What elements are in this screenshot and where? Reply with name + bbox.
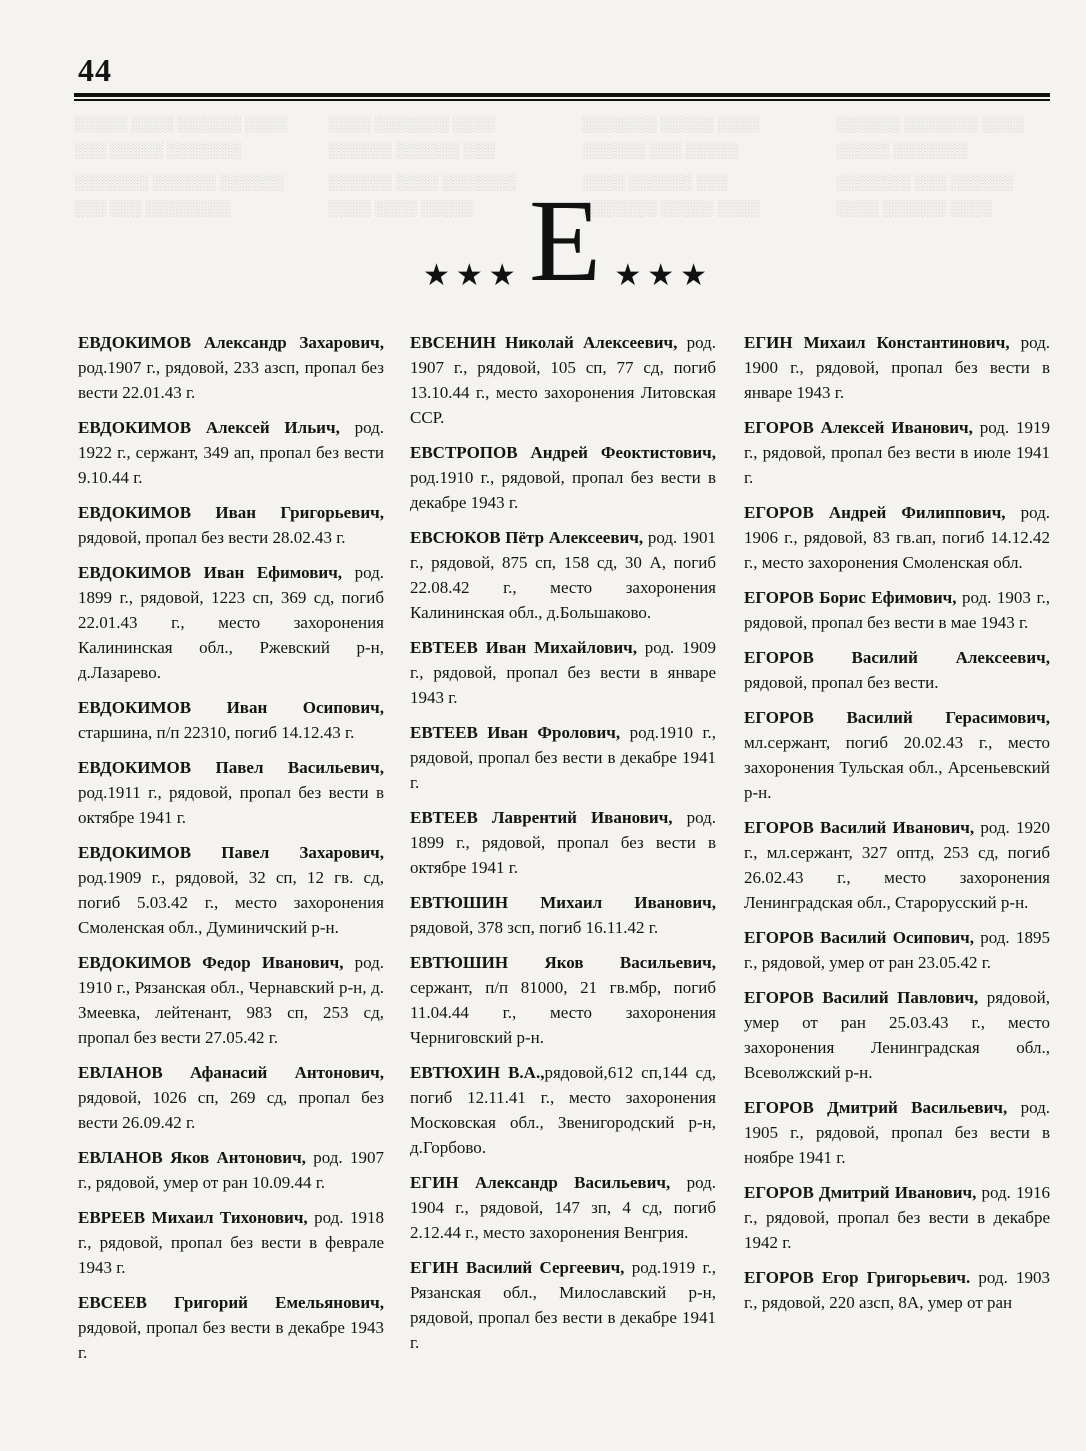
entry-details: род. 1903 г., рядовой, пропал без вести в мае 1943 г. bbox=[744, 588, 1050, 632]
entry-name: ЕВДОКИМОВ Александр Захарович, bbox=[78, 333, 384, 352]
list-item bbox=[78, 1290, 384, 1365]
list-item bbox=[78, 560, 384, 685]
list-item bbox=[78, 755, 384, 830]
column-2 bbox=[410, 330, 716, 1365]
entry-details: рядовой, пропал без вести. bbox=[744, 673, 939, 692]
list-item bbox=[78, 950, 384, 1050]
entry-name: ЕГОРОВ Дмитрий Иванович, bbox=[744, 1183, 977, 1202]
entry-name: ЕВТЮХИН В.А., bbox=[410, 1063, 545, 1082]
entry-name: ЕГОРОВ Василий Герасимович, bbox=[744, 708, 1050, 727]
list-item bbox=[410, 440, 716, 515]
entry-name: ЕВДОКИМОВ Иван Григорьевич, bbox=[78, 503, 384, 522]
entry-details: рядовой, пропал без вести в декабре 1943 г. bbox=[78, 1318, 384, 1362]
entry-name: ЕГИН Александр Васильевич, bbox=[410, 1173, 671, 1192]
entry-details: род. 1922 г., сержант, 349 ап, пропал без вести 9.10.44 г. bbox=[78, 418, 384, 487]
entry-name: ЕГОРОВ Борис Ефимович, bbox=[744, 588, 957, 607]
entry-name: ЕВДОКИМОВ Иван Ефимович, bbox=[78, 563, 343, 582]
entry-name: ЕВСЕЕВ Григорий Емельянович, bbox=[78, 1293, 384, 1312]
entry-details: род. 1907 г., рядовой, умер от ран 10.09.44 г. bbox=[78, 1148, 384, 1192]
entry-name: ЕВСЕНИН Николай Алексеевич, bbox=[410, 333, 678, 352]
entry-details: род. 1910 г., Рязанская обл., Чернавский р-н, д. Змеевка, лейтенант, 983 сп, 253 сд, пропал без вести 27.05.42 г. bbox=[78, 953, 384, 1047]
entry-details: рядовой, умер от ран 25.03.43 г., место захоронения Ленинградская обл., Всеволжский р-н. bbox=[744, 988, 1050, 1082]
list-item bbox=[410, 635, 716, 710]
list-item bbox=[410, 890, 716, 940]
entry-details: рядовой, 378 зсп, погиб 16.11.42 г. bbox=[410, 918, 659, 937]
list-item bbox=[744, 705, 1050, 805]
entry-name: ЕВРЕЕВ Михаил Тихонович, bbox=[78, 1208, 308, 1227]
entry-details: род.1911 г., рядовой, пропал без вести в октябре 1941 г. bbox=[78, 783, 384, 827]
list-item bbox=[410, 805, 716, 880]
entry-details: рядовой,612 сп,144 сд, погиб 12.11.41 г., место захоронения Московская обл., Звенигородский р-н, д.Горбово. bbox=[410, 1063, 716, 1157]
entry-name: ЕГОРОВ Алексей Иванович, bbox=[744, 418, 973, 437]
list-item bbox=[410, 1060, 716, 1160]
entry-details: сержант, п/п 81000, 21 гв.мбр, погиб 11.04.44 г., место захоронения Черниговский р-н. bbox=[410, 978, 716, 1047]
entry-name: ЕГИН Василий Сергеевич, bbox=[410, 1258, 625, 1277]
entry-name: ЕВДОКИМОВ Павел Захарович, bbox=[78, 843, 384, 862]
entry-name: ЕВЛАНОВ Афанасий Антонович, bbox=[78, 1063, 384, 1082]
list-item bbox=[744, 815, 1050, 915]
list-item bbox=[744, 925, 1050, 975]
entry-details: род.1919 г., Рязанская обл., Милославский р-н, рядовой, пропал без вести в декабре 1941 г. bbox=[410, 1258, 717, 1352]
header-rule-thin bbox=[74, 99, 1050, 101]
entry-name: ЕГОРОВ Василий Алексеевич, bbox=[744, 648, 1050, 667]
entry-name: ЕГОРОВ Андрей Филиппович, bbox=[744, 503, 1006, 522]
entry-details: род. 1905 г., рядовой, пропал без вести в ноябре 1941 г. bbox=[744, 1098, 1050, 1167]
entry-details: род.1910 г., рядовой, пропал без вести в декабре 1943 г. bbox=[410, 468, 716, 512]
page-number: 44 bbox=[78, 52, 112, 88]
column-1 bbox=[78, 330, 384, 1375]
entry-name: ЕГОРОВ Дмитрий Васильевич, bbox=[744, 1098, 1008, 1117]
entry-name: ЕВСТРОПОВ Андрей Феоктистович, bbox=[410, 443, 716, 462]
section-letter-heading bbox=[415, 175, 715, 306]
list-item bbox=[744, 585, 1050, 635]
list-item bbox=[744, 1180, 1050, 1255]
entry-name: ЕГОРОВ Василий Павлович, bbox=[744, 988, 979, 1007]
entry-details: рядовой, пропал без вести 28.02.43 г. bbox=[78, 528, 346, 547]
entry-details: род. 1899 г., рядовой, 1223 сп, 369 сд, погиб 22.01.43 г., место захоронения Калининская обл., Ржевский р-н, д.Лазарево. bbox=[78, 563, 384, 682]
list-item bbox=[410, 330, 716, 430]
entry-name: ЕВДОКИМОВ Иван Осипович, bbox=[78, 698, 384, 717]
entry-details: род. 1919 г., рядовой, пропал без вести в июле 1941 г. bbox=[744, 418, 1050, 487]
list-item bbox=[744, 330, 1050, 405]
list-item bbox=[78, 1145, 384, 1195]
list-item bbox=[78, 840, 384, 940]
entry-details: род.1909 г., рядовой, 32 сп, 12 гв. сд, погиб 5.03.42 г., место захоронения Смоленская обл., Думиничский р-н. bbox=[78, 868, 384, 937]
entry-details: род.1910 г., рядовой, пропал без вести в декабре 1941 г. bbox=[410, 723, 716, 792]
entry-details: род. 1916 г., рядовой, пропал без вести в декабре 1942 г. bbox=[744, 1183, 1050, 1252]
list-item bbox=[78, 500, 384, 550]
entry-details: род. 1895 г., рядовой, умер от ран 23.05.42 г. bbox=[744, 928, 1050, 972]
entry-details: род. 1907 г., рядовой, 105 сп, 77 сд, погиб 13.10.44 г., место захоронения Литовская ССР. bbox=[410, 333, 716, 427]
list-item bbox=[744, 985, 1050, 1085]
entry-details: род. 1903 г., рядовой, 220 азсп, 8А, умер от ран bbox=[744, 1268, 1050, 1312]
entry-details: род. 1909 г., рядовой, пропал без вести в январе 1943 г. bbox=[410, 638, 716, 707]
entry-name: ЕВТЕЕВ Лаврентий Иванович, bbox=[410, 808, 673, 827]
entry-details: род. 1900 г., рядовой, пропал без вести в январе 1943 г. bbox=[744, 333, 1050, 402]
entry-details: род.1907 г., рядовой, 233 азсп, пропал без вести 22.01.43 г. bbox=[78, 358, 384, 402]
list-item bbox=[410, 1255, 716, 1355]
list-item bbox=[410, 525, 716, 625]
list-item bbox=[410, 1170, 716, 1245]
entry-name: ЕВДОКИМОВ Федор Иванович, bbox=[78, 953, 344, 972]
list-item bbox=[78, 330, 384, 405]
header-rule bbox=[74, 93, 1050, 97]
entry-details: старшина, п/п 22310, погиб 14.12.43 г. bbox=[78, 723, 355, 742]
entry-details: род. 1918 г., рядовой, пропал без вести в феврале 1943 г. bbox=[78, 1208, 384, 1277]
entry-name: ЕГОРОВ Егор Григорьевич. bbox=[744, 1268, 971, 1287]
entry-name: ЕВТЮШИН Михаил Иванович, bbox=[410, 893, 716, 912]
stars-left-icon: ★★★ bbox=[423, 259, 522, 292]
list-item bbox=[744, 1095, 1050, 1170]
entry-details: род. 1904 г., рядовой, 147 зп, 4 сд, погиб 2.12.44 г., место захоронения Венгрия. bbox=[410, 1173, 716, 1242]
entry-details: род. 1901 г., рядовой, 875 сп, 158 сд, 30 А, погиб 22.08.42 г., место захоронения Калининская обл., д.Большаково. bbox=[410, 528, 716, 622]
entry-name: ЕГОРОВ Василий Иванович, bbox=[744, 818, 975, 837]
list-item bbox=[744, 1265, 1050, 1315]
list-item bbox=[744, 645, 1050, 695]
entry-name: ЕВТЮШИН Яков Васильевич, bbox=[410, 953, 716, 972]
list-item bbox=[78, 1205, 384, 1280]
entry-name: ЕВТЕЕВ Иван Михайлович, bbox=[410, 638, 637, 657]
list-item bbox=[78, 1060, 384, 1135]
list-item bbox=[744, 415, 1050, 490]
list-item bbox=[744, 500, 1050, 575]
section-letter: Е bbox=[528, 175, 602, 306]
bleed-through-text: ░░░░░ ░░░░ ░░░░░░ ░░░░ ░░░ ░░░░░ ░░░░░░░ ░░░░░░░ ░░░░░░ ░░░░░░ ░░░ ░░░ ░░░░░░░░ ░░░░ ░░░░░░░ ░░░░ ░░░░░░ ░░░░░░ ░░░ ░░░░░░ ░░░░ ░░░░░░░ ░░░░ ░░░░ ░░░░░ ░░░░░░░ ░░░░░ ░░░░ ░░░░░░ ░░░ ░░░░░ ░░░░ ░░░░░░ ░░░ ░░░░░░░ ░░░░░ ░░░░ ░░░░░░ ░░░░░░░ ░░░░ ░░░░░ ░░░░░░░ ░░░░░░░ ░░░ ░░░░░░ ░░░░ ░░░░░░ ░░░░ bbox=[74, 117, 1025, 217]
list-item bbox=[78, 695, 384, 745]
entry-details: род. 1920 г., мл.сержант, 327 оптд, 253 сд, погиб 26.02.43 г., место захоронения Ленинградская обл., Старорусский р-н. bbox=[744, 818, 1050, 912]
entry-name: ЕВСЮКОВ Пётр Алексеевич, bbox=[410, 528, 644, 547]
list-item bbox=[410, 720, 716, 795]
entry-name: ЕВДОКИМОВ Павел Васильевич, bbox=[78, 758, 384, 777]
entry-name: ЕГИН Михаил Константинович, bbox=[744, 333, 1010, 352]
entry-details: мл.сержант, погиб 20.02.43 г., место захоронения Тульская обл., Арсеньевский р-н. bbox=[744, 733, 1050, 802]
entry-details: род. 1899 г., рядовой, пропал без вести в октябре 1941 г. bbox=[410, 808, 716, 877]
column-3 bbox=[744, 330, 1050, 1325]
entry-details: рядовой, 1026 сп, 269 сд, пропал без вести 26.09.42 г. bbox=[78, 1088, 384, 1132]
list-item bbox=[410, 950, 716, 1050]
entry-details: род. 1906 г., рядовой, 83 гв.ап, погиб 14.12.42 г., место захоронения Смоленская обл. bbox=[744, 503, 1050, 572]
entry-name: ЕГОРОВ Василий Осипович, bbox=[744, 928, 974, 947]
list-item bbox=[78, 415, 384, 490]
stars-right-icon: ★★★ bbox=[614, 259, 713, 292]
entry-name: ЕВЛАНОВ Яков Антонович, bbox=[78, 1148, 306, 1167]
entry-name: ЕВТЕЕВ Иван Фролович, bbox=[410, 723, 621, 742]
entry-name: ЕВДОКИМОВ Алексей Ильич, bbox=[78, 418, 340, 437]
